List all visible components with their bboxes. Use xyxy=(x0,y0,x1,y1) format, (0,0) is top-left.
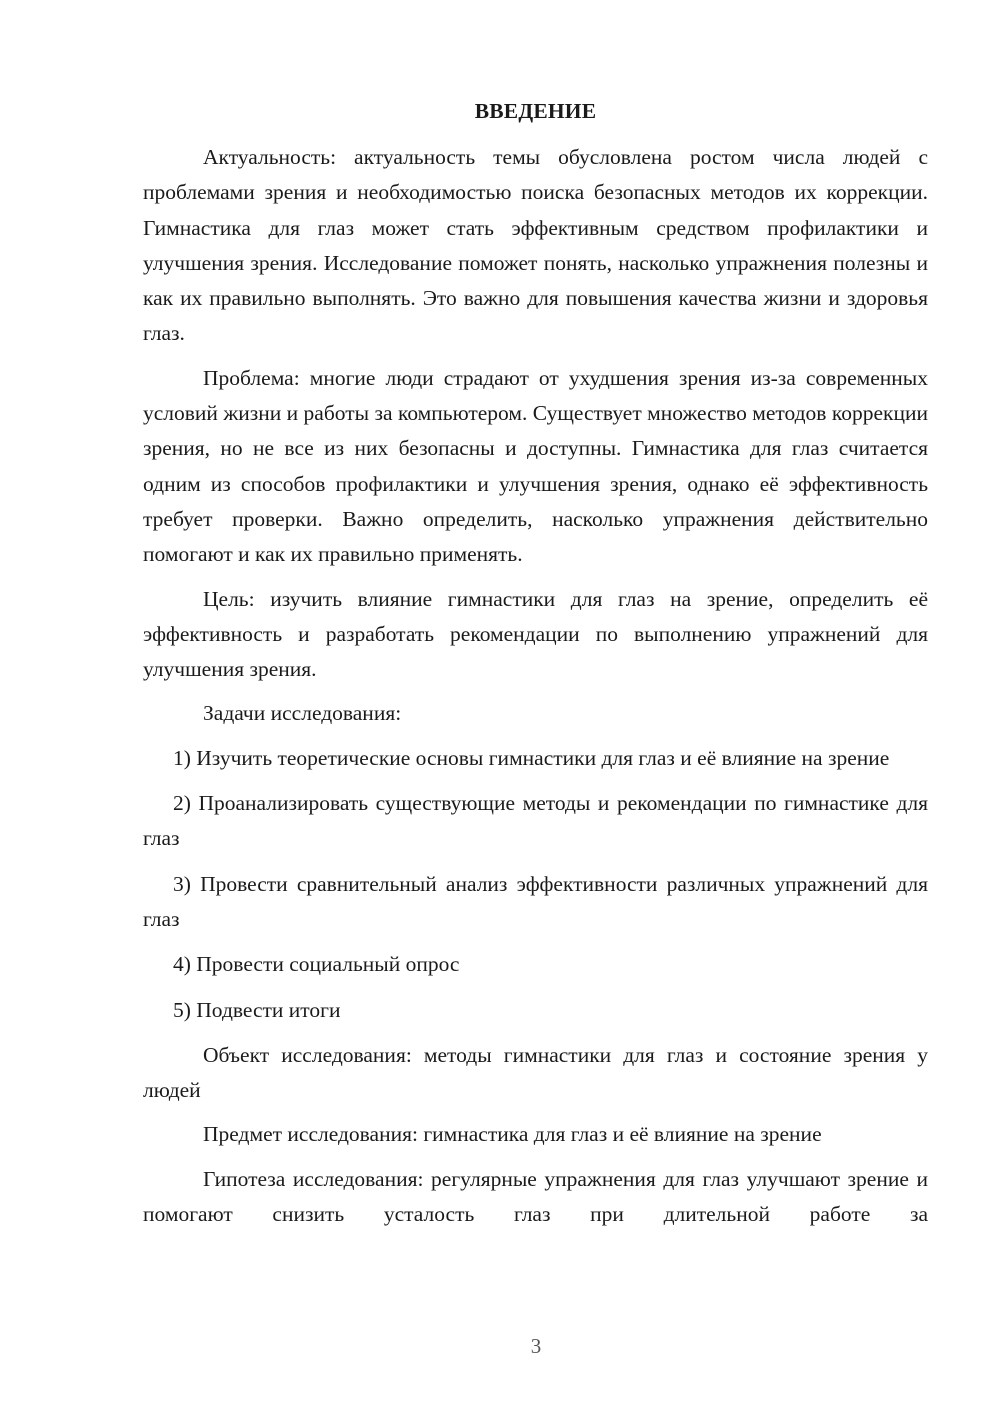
task-item-5: 5) Подвести итоги xyxy=(173,997,341,1022)
task-item-1: 1) Изучить теоретические основы гимнастики для глаз и её влияние на зрение xyxy=(173,745,890,770)
paragraph-goal: Цель: изучить влияние гимнастики для глаз на зрение, определить её эффективность и разработать рекомендации по выполнению упражнений для улучшения зрения. xyxy=(143,586,928,682)
document-page xyxy=(143,92,928,1241)
paragraph-relevance: Актуальность: актуальность темы обусловлена ростом числа людей с проблемами зрения и необходимостью поиска безопасных методов их коррекции. Гимнастика для глаз может стать эффективным средством профилактики и улучшения зрения. Исследование поможет понять, насколько упражнения полезны и как их правильно выполнять. Это важно для повышения качества жизни и здоровья глаз. xyxy=(143,145,928,346)
paragraph-object: Объект исследования: методы гимнастики для глаз и состояние зрения у людей xyxy=(143,1042,928,1103)
paragraph-subject: Предмет исследования: гимнастика для глаз и её влияние на зрение xyxy=(203,1122,822,1147)
page-number: 3 xyxy=(530,1334,542,1358)
task-item-4: 4) Провести социальный опрос xyxy=(173,952,460,977)
paragraph-problem: Проблема: многие люди страдают от ухудшения зрения из-за современных условий жизни и работы за компьютером. Существует множество методов коррекции зрения, но не все из них безопасны и доступны. Гимнастика для глаз считается одним из способов профилактики и улучшения зрения, однако её эффективность требует проверки. Важно определить, насколько упражнения действительно помогают и как их правильно применять. xyxy=(143,365,928,567)
task-item-2: 2) Проанализировать существующие методы и рекомендации по гимнастике для глаз xyxy=(143,791,928,851)
page-title: ВВЕДЕНИЕ xyxy=(474,99,597,123)
task-item-3: 3) Провести сравнительный анализ эффективности различных упражнений для глаз xyxy=(143,871,928,931)
paragraph-tasks-heading: Задачи исследования: xyxy=(203,701,402,726)
paragraph-hypothesis: Гипотеза исследования: регулярные упражнения для глаз улучшают зрение и помогают снизить усталость глаз при длительной работе за xyxy=(143,1166,928,1227)
